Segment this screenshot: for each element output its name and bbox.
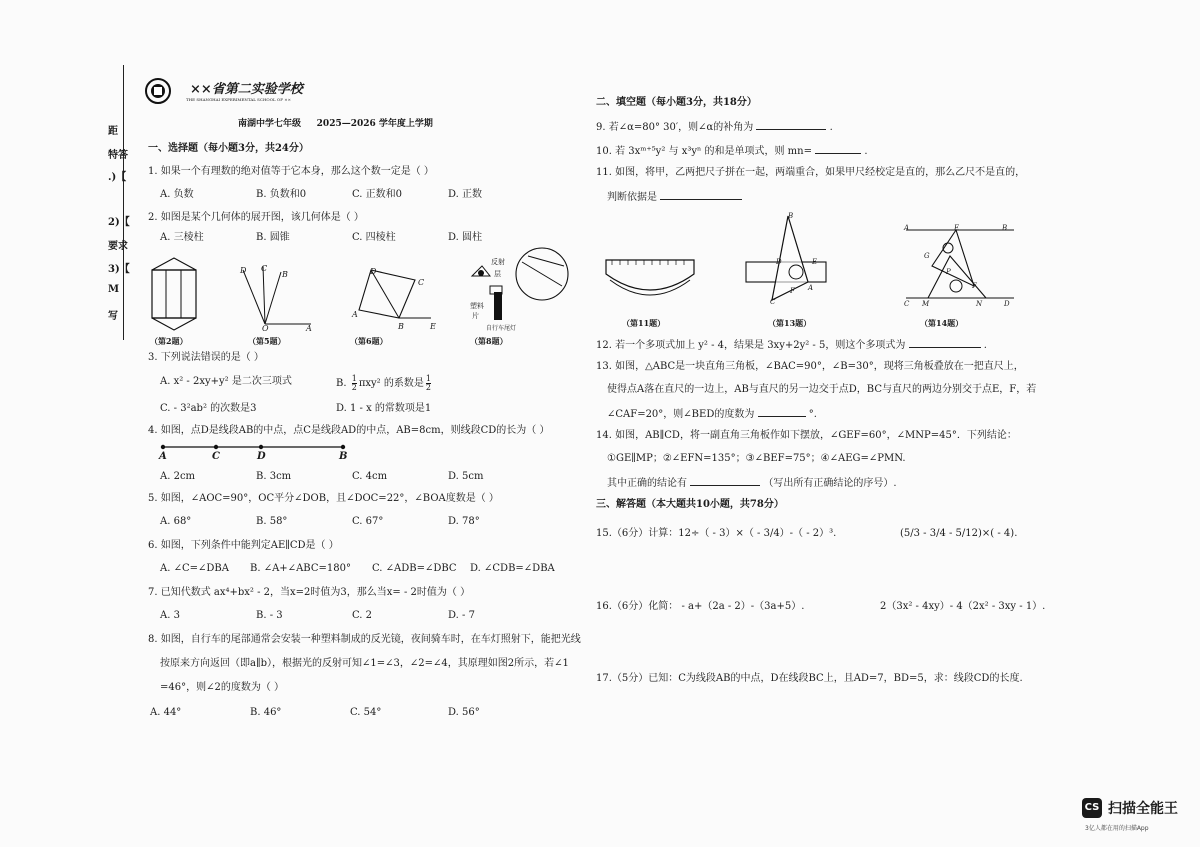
fig13-label-b: B	[788, 212, 794, 220]
q1-option-a: A. 负数	[160, 189, 194, 200]
q4-option-c: C. 4cm	[352, 471, 388, 482]
school-name: ××省第二实验学校	[190, 82, 303, 97]
fig13-label-f: F	[790, 287, 795, 295]
q8-option-b: B. 46°	[250, 707, 282, 718]
q12-text: 12. 若一个多项式加上 y² - 4，结果是 3xy+2y² - 5，则这个多项式为	[596, 340, 906, 351]
question-10: 10. 若 3xᵐ⁺⁵y² 与 x³yⁿ 的和是单项式，则 mn= .	[596, 143, 868, 158]
fig14-label-f: F	[972, 282, 977, 290]
fig14-label-n: N	[976, 300, 983, 308]
fraction-numerator: 1	[425, 374, 431, 383]
question-16b: 2（3x² - 4xy）- 4（2x² - 3xy - 1）.	[880, 601, 1046, 612]
fig8-label-taillight: 自行车尾灯	[486, 325, 517, 332]
fig8-label-reflect: 反射	[491, 258, 505, 266]
q9-answer-blank[interactable]	[756, 119, 826, 130]
question-8-line-2: 按原来方向返回（即a∥b），根据光的反射可知∠1=∠3，∠2=∠4，其原理如图2所示，若∠1	[160, 658, 569, 669]
q9-text: 9. 若∠α=80° 30′，则∠α的补角为	[596, 122, 754, 133]
fig14-label-a: A	[904, 224, 910, 232]
q2-option-c: C. 四棱柱	[352, 232, 396, 243]
q13-suffix: °.	[808, 409, 817, 420]
fig5-label-d: D	[240, 266, 247, 275]
q5-option-a: A. 68°	[160, 516, 192, 527]
q5-option-d: D. 78°	[448, 516, 480, 527]
fig6-label-e: E	[430, 322, 436, 331]
q5-option-c: C. 67°	[352, 516, 384, 527]
fig8-label-piece: 片	[472, 312, 479, 320]
question-3: 3. 下列说法错误的是（ ）	[148, 352, 264, 363]
q14-suffix: （写出所有正确结论的序号）.	[763, 478, 897, 489]
fig14-label-g: G	[924, 252, 930, 260]
figure-11-rulers	[604, 256, 696, 312]
question-17: 17.（5分）已知：C为线段AB的中点，D在线段BC上，且AD=7，BD=5，求：线段CD的长度.	[596, 673, 1023, 684]
q3-b-prefix: B.	[336, 378, 350, 389]
fig14-label-m: M	[922, 300, 930, 308]
fig5-label-b: B	[282, 270, 288, 279]
margin-mark: 3)【	[108, 264, 130, 275]
question-8-line-1: 8. 如图，自行车的尾部通常会安装一种塑料制成的反光镜，夜间骑车时，在车灯照射下，能把光线	[148, 634, 581, 645]
fig5-label-o: O	[262, 324, 269, 333]
question-14-line-1: 14. 如图，AB∥CD，将一副直角三角板作如下摆放，∠GEF=60°，∠MNP=45°．下列结论：	[596, 430, 1017, 441]
fig14-label-p: P	[946, 268, 951, 276]
q3-b-text: πxy² 的系数是	[358, 378, 424, 389]
margin-mark: 特答	[108, 150, 128, 161]
fig6-label-b: B	[398, 322, 404, 331]
school-english: THE SHANGHAI EXPERIMENTAL SCHOOL OF ××	[186, 97, 291, 102]
fig14-label-e: E	[954, 224, 960, 232]
q4-label-c: C	[212, 451, 220, 462]
fig14-label-b: B	[1002, 224, 1008, 232]
section-1-heading: 一、选择题（每小题3分，共24分）	[148, 143, 309, 154]
figure-2-net	[148, 258, 200, 330]
binding-line	[123, 65, 124, 340]
camscanner-name: 扫描全能王	[1108, 801, 1178, 817]
question-5: 5. 如图，∠AOC=90°，OC平分∠DOB，且∠DOC=22°，∠BOA度数是（ ）	[148, 493, 499, 504]
q13-answer-blank[interactable]	[758, 406, 806, 417]
margin-mark: .)【	[108, 172, 127, 183]
figure-11-caption: （第11题）	[622, 318, 666, 328]
q4-option-a: A. 2cm	[160, 471, 196, 482]
margin-mark: 写	[108, 311, 118, 322]
figure-5-caption: （第5题）	[248, 336, 286, 346]
q8-option-d: D. 56°	[448, 707, 480, 718]
q7-option-b: B. - 3	[256, 610, 283, 621]
figure-8-caption: （第8题）	[470, 336, 508, 346]
q10-answer-blank[interactable]	[815, 143, 861, 154]
q11-answer-blank[interactable]	[660, 189, 742, 200]
fig8-label-plastic: 塑料	[470, 302, 484, 310]
fig6-label-a: A	[352, 310, 358, 319]
margin-mark: M	[108, 284, 120, 295]
exam-line: 南湖中学七年级 2025—2026 学年度上学期	[238, 119, 433, 129]
school-logo-icon	[145, 78, 171, 104]
fraction-denominator: 2	[425, 383, 431, 392]
margin-mark: 2)【	[108, 217, 130, 228]
q8-option-c: C. 54°	[350, 707, 382, 718]
q7-option-a: A. 3	[160, 610, 180, 621]
question-11-line-1: 11. 如图，将甲，乙两把尺子拼在一起，两端重合，如果甲尺经校定是直的，那么乙尺不是直的，	[596, 167, 1026, 178]
q6-option-c: C. ∠ADB=∠DBC	[372, 563, 457, 574]
q1-option-c: C. 正数和0	[352, 189, 403, 200]
question-15a: 15.（6分）计算：12÷（ - 3）×（ - 3/4）-（ - 2）³.	[596, 528, 837, 539]
q1-option-b: B. 负数和0	[256, 189, 307, 200]
q6-option-b: B. ∠A+∠ABC=180°	[250, 563, 351, 574]
q3-option-c: C. - 3²ab² 的次数是3	[160, 403, 257, 414]
question-6: 6. 如图，下列条件中能判定AE∥CD是（ ）	[148, 540, 339, 551]
question-2: 2. 如图是某个几何体的展开图，该几何体是（ ）	[148, 212, 364, 223]
q2-option-b: B. 圆锥	[256, 232, 290, 243]
q3-option-d: D. 1 - x 的常数项是1	[336, 403, 432, 414]
q13-text: ∠CAF=20°，则∠BED的度数为	[607, 409, 755, 420]
camscanner-tagline: 3亿人都在用的扫描App	[1085, 825, 1149, 832]
question-16a: 16.（6分）化简： - a+（2a - 2）-（3a+5）.	[596, 601, 805, 612]
q4-label-d: D	[257, 451, 266, 462]
q10-text: 10. 若 3xᵐ⁺⁵y² 与 x³yⁿ 的和是单项式，则 mn=	[596, 146, 812, 157]
fig13-label-e: E	[812, 258, 818, 266]
question-9: 9. 若∠α=80° 30′，则∠α的补角为 .	[596, 119, 833, 134]
q6-option-d: D. ∠CDB=∠DBA	[470, 563, 555, 574]
q6-option-a: A. ∠C=∠DBA	[160, 563, 229, 574]
question-8-line-3: =46°，则∠2的度数为（ ）	[160, 682, 285, 693]
question-13-line-1: 13. 如图，△ABC是一块直角三角板，∠BAC=90°，∠B=30°，现将三角板叠放在一把直尺上，	[596, 361, 1024, 372]
fraction-numerator: 1	[351, 374, 357, 383]
fig13-label-c: C	[770, 298, 776, 306]
camscanner-logo-icon: CS	[1082, 798, 1102, 818]
q4-option-d: D. 5cm	[448, 471, 484, 482]
q4-option-b: B. 3cm	[256, 471, 292, 482]
question-4: 4. 如图，点D是线段AB的中点，点C是线段AD的中点，AB=8cm，则线段CD的长为（ ）	[148, 425, 550, 436]
section-3-heading: 三、解答题（本大题共10小题，共78分）	[596, 499, 784, 510]
section-2-heading: 二、填空题（每小题3分，共18分）	[596, 97, 757, 108]
q7-option-c: C. 2	[352, 610, 373, 621]
fraction-half	[426, 375, 431, 392]
question-13-line-2: 使得点A落在直尺的一边上，AB与直尺的另一边交于点D，BC与直尺的两边分别交于点E，F，若	[607, 384, 1037, 395]
q4-label-a: A	[159, 451, 167, 462]
fig13-label-a: A	[808, 284, 814, 292]
figure-13-caption: （第13题）	[768, 318, 812, 328]
fig5-label-a: A	[306, 324, 312, 333]
q5-option-b: B. 58°	[256, 516, 288, 527]
question-7: 7. 已知代数式 ax⁴+bx² - 2，当x=2时值为3，那么当x= - 2时值为（ ）	[148, 587, 471, 598]
fraction-half	[352, 375, 357, 392]
figure-8-reflector	[468, 246, 574, 328]
question-14-line-3	[607, 475, 897, 490]
q7-option-d: D. - 7	[448, 610, 475, 621]
question-14-line-2: ①GE∥MP；②∠EFN=135°；③∠BEF=75°；④∠AEG=∠PMN.	[607, 453, 906, 464]
figure-5-angles	[235, 262, 315, 332]
figure-6-quadrilateral	[355, 266, 435, 326]
q3-option-a: A. x² - 2xy+y² 是二次三项式	[160, 376, 292, 387]
fig8-label-layer: 层	[494, 270, 501, 278]
fig14-label-c: C	[904, 300, 910, 308]
q14-text: 其中正确的结论有	[607, 478, 687, 489]
question-12: 12. 若一个多项式加上 y² - 4，结果是 3xy+2y² - 5，则这个多项式为 .	[596, 337, 987, 352]
q3-option-b	[336, 375, 433, 392]
question-1: 1. 如果一个有理数的绝对值等于它本身，那么这个数一定是（ ）	[148, 166, 434, 177]
fig6-label-d: D	[370, 267, 377, 276]
margin-mark: 距	[108, 126, 118, 137]
q1-option-d: D. 正数	[448, 189, 483, 200]
question-13-line-3	[607, 406, 817, 421]
q11-text: 判断依据是	[607, 192, 657, 203]
q4-label-b: B	[339, 451, 348, 462]
question-15b: (5/3 - 3/4 - 5/12)×( - 4).	[900, 528, 1018, 539]
fig6-label-c: C	[418, 278, 425, 287]
margin-mark: 要求	[108, 241, 128, 252]
fraction-denominator: 2	[351, 383, 357, 392]
fig14-label-d: D	[1004, 300, 1010, 308]
fig5-label-c: C	[261, 264, 268, 273]
figure-2-caption: （第2题）	[150, 336, 188, 346]
fig13-label-d: D	[776, 258, 782, 266]
q2-option-d: D. 圆柱	[448, 232, 483, 243]
figure-6-caption: （第6题）	[350, 336, 388, 346]
q4-segment	[160, 443, 346, 451]
q12-answer-blank[interactable]	[909, 337, 981, 348]
q8-option-a: A. 44°	[150, 707, 182, 718]
figure-14-parallel-triangles	[904, 226, 1016, 306]
q2-option-a: A. 三棱柱	[160, 232, 204, 243]
figure-14-caption: （第14题）	[920, 318, 964, 328]
question-11-line-2	[607, 189, 742, 204]
q14-answer-blank[interactable]	[690, 475, 760, 486]
